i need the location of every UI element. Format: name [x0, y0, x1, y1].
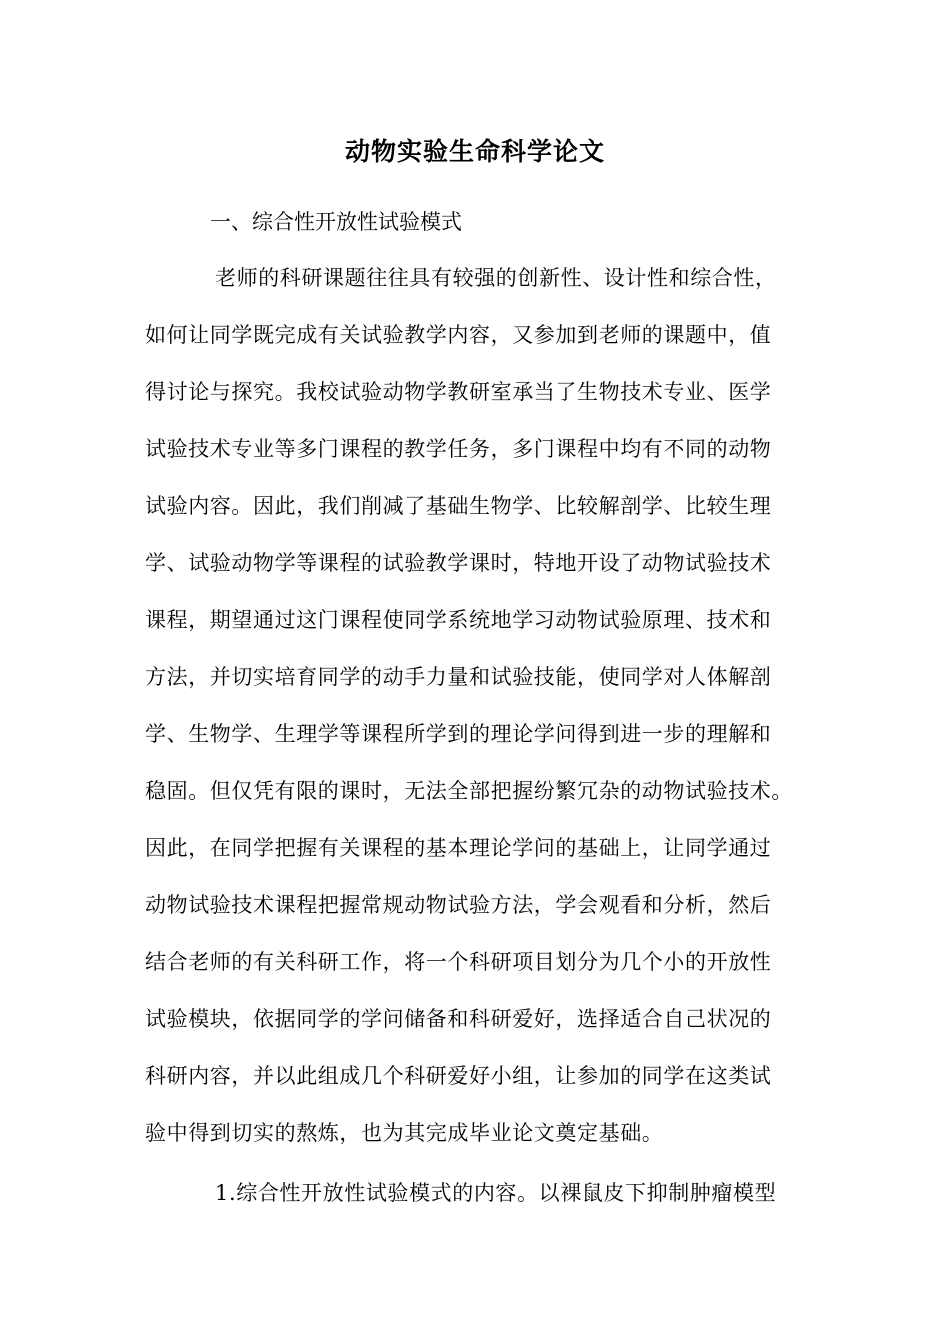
paragraph-line: 稳固。但仅凭有限的课时，无法全部把握纷繁冗杂的动物试验技术。 [145, 779, 793, 803]
paragraph-line: 试验内容。因此，我们削减了基础生物学、比较解剖学、比较生理 [145, 494, 772, 518]
paragraph-line: 老师的科研课题往往具有较强的创新性、设计性和综合性， [215, 266, 777, 290]
paragraph-line: 学、生物学、生理学等课程所学到的理论学问得到进一步的理解和 [145, 722, 772, 746]
paragraph-line: 试验技术专业等多门课程的教学任务，多门课程中均有不同的动物 [145, 437, 772, 461]
paragraph-line: 结合老师的有关科研工作，将一个科研项目划分为几个小的开放性 [145, 950, 772, 974]
paragraph-line: 课程，期望通过这门课程使同学系统地学习动物试验原理、技术和 [145, 608, 772, 632]
paragraph-line: 1.综合性开放性试验模式的内容。以裸鼠皮下抑制肿瘤模型 [215, 1181, 777, 1205]
paragraph-line: 因此，在同学把握有关课程的基本理论学问的基础上，让同学通过 [145, 836, 772, 860]
document-title: 动物实验生命科学论文 [344, 137, 605, 166]
paragraph-line: 试验模块，依据同学的学问储备和科研爱好，选择适合自己状况的 [145, 1007, 772, 1031]
paragraph-1 [145, 250, 815, 1162]
paragraph-line: 科研内容，并以此组成几个科研爱好小组，让参加的同学在这类试 [145, 1064, 772, 1088]
section-heading: 一、综合性开放性试验模式 [210, 210, 462, 234]
paragraph-2 [145, 1165, 815, 1222]
paragraph-line: 验中得到切实的熬炼，也为其完成毕业论文奠定基础。 [145, 1121, 664, 1145]
paragraph-line: 动物试验技术课程把握常规动物试验方法，学会观看和分析，然后 [145, 893, 772, 917]
paragraph-line: 学、试验动物学等课程的试验教学课时，特地开设了动物试验技术 [145, 551, 772, 575]
paragraph-line: 方法，并切实培育同学的动手力量和试验技能，使同学对人体解剖 [145, 665, 772, 689]
paragraph-line: 得讨论与探究。我校试验动物学教研室承当了生物技术专业、医学 [145, 380, 772, 404]
paragraph-line: 如何让同学既完成有关试验教学内容，又参加到老师的课题中，值 [145, 323, 772, 347]
